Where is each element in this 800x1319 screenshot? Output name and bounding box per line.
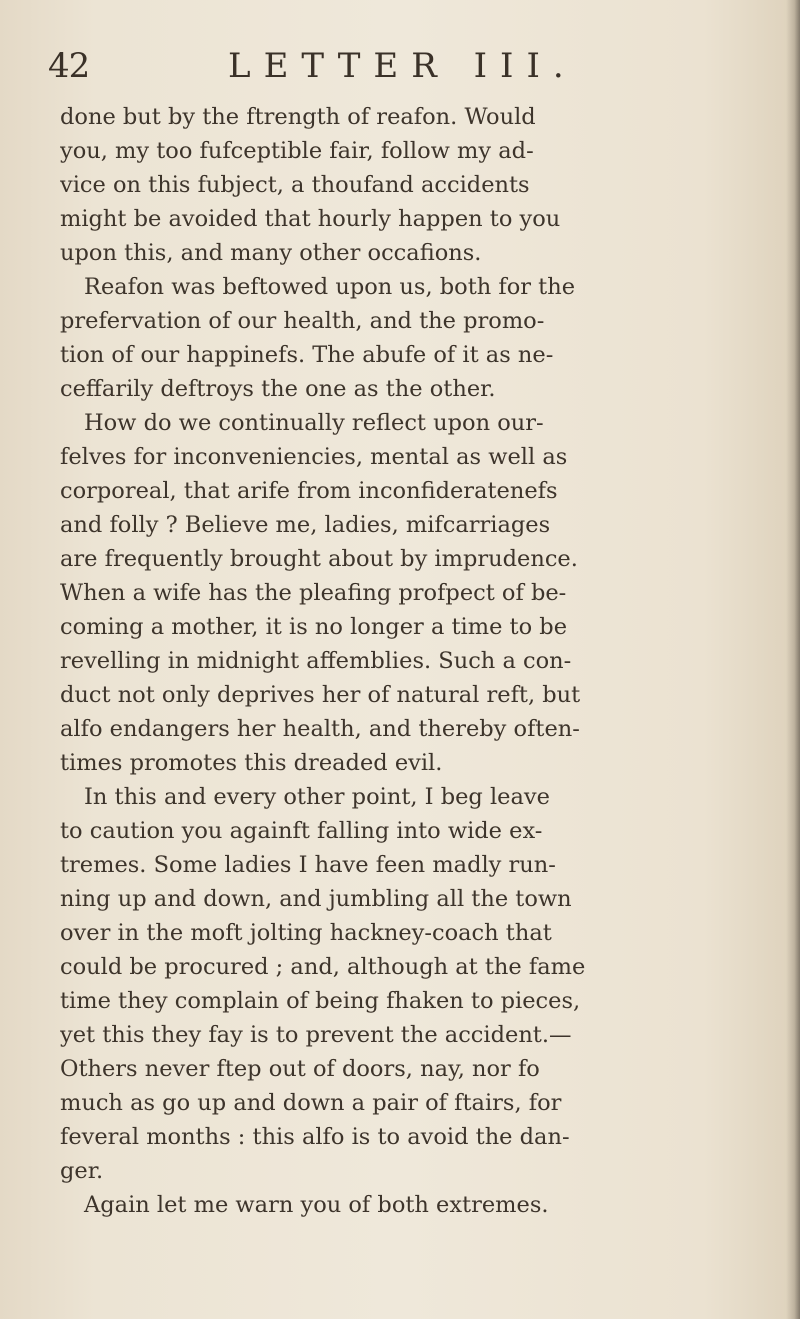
text-line: yet this they fay is to prevent the accident.—: [60, 1022, 572, 1048]
text-line: When a wife has the pleafing profpect of be-: [60, 580, 567, 606]
running-title: LETTER III.: [228, 46, 577, 86]
text-line: upon this, and many other occafions.: [60, 240, 482, 266]
text-line: tion of our happinefs. The abufe of it as ne-: [60, 342, 554, 368]
text-line: over in the moft jolting hackney-coach that: [60, 920, 552, 946]
text-line: could be procured ; and, although at the fame: [60, 954, 586, 980]
text-line: are frequently brought about by imprudence.: [60, 546, 578, 572]
text-line: you, my too fufceptible fair, follow my ad-: [60, 138, 534, 164]
text-line: Others never ftep out of doors, nay, nor fo: [60, 1056, 540, 1082]
body-text: [60, 100, 782, 1222]
text-line: time they complain of being fhaken to pieces,: [60, 988, 581, 1014]
paragraph-start-line: How do we continually reflect upon our-: [84, 410, 544, 436]
paragraph-start-line: In this and every other point, I beg leave: [84, 784, 550, 810]
text-line: tremes. Some ladies I have feen madly run-: [60, 852, 556, 878]
text-line: prefervation of our health, and the promo-: [60, 308, 545, 334]
text-line: vice on this fubject, a thoufand accidents: [60, 172, 530, 198]
text-line: feveral months : this alfo is to avoid the dan-: [60, 1124, 570, 1150]
text-line: ning up and down, and jumbling all the town: [60, 886, 572, 912]
text-line: times promotes this dreaded evil.: [60, 750, 443, 776]
text-line: revelling in midnight affemblies. Such a con-: [60, 648, 572, 674]
paragraph-start-line: Again let me warn you of both extremes.: [84, 1192, 549, 1218]
text-line: alfo endangers her health, and thereby often-: [60, 716, 580, 742]
page-edge-shadow: [786, 0, 800, 1319]
text-line: might be avoided that hourly happen to you: [60, 206, 561, 232]
text-line: and folly ? Believe me, ladies, mifcarriages: [60, 512, 551, 538]
page-header: [48, 40, 788, 90]
text-line: done but by the ftrength of reafon. Would: [60, 104, 536, 130]
paragraph-start-line: Reafon was beftowed upon us, both for the: [84, 274, 576, 300]
text-line: to caution you againft falling into wide ex-: [60, 818, 543, 844]
text-line: duct not only deprives her of natural reft, but: [60, 682, 581, 708]
page-number: 42: [48, 46, 90, 86]
text-line: much as go up and down a pair of ftairs, for: [60, 1090, 562, 1116]
text-line: felves for inconveniencies, mental as well as: [60, 444, 568, 470]
text-line: ceffarily deftroys the one as the other.: [60, 376, 496, 402]
text-line: coming a mother, it is no longer a time to be: [60, 614, 568, 640]
text-line: ger.: [60, 1158, 104, 1184]
text-line: corporeal, that arife from inconfideratenefs: [60, 478, 558, 504]
